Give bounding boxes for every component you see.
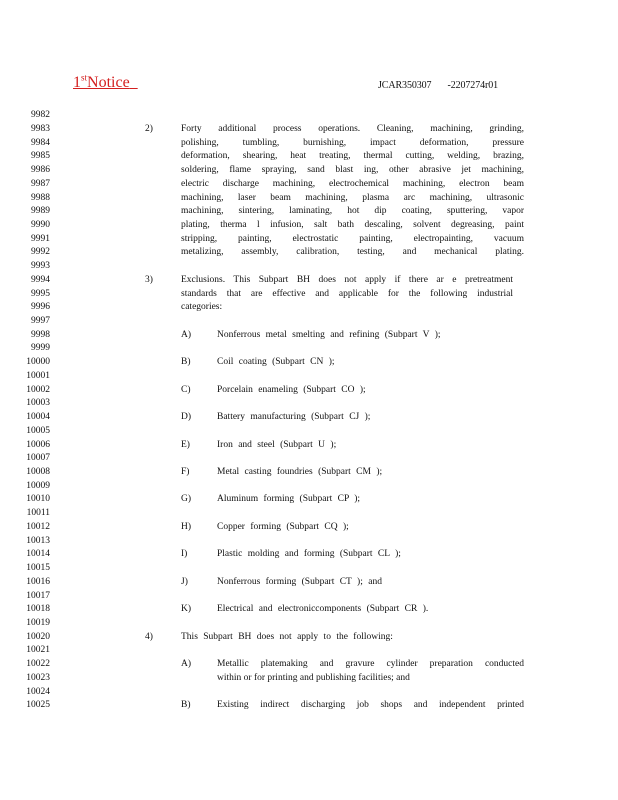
- exclusion-item: Copper forming (Subpart CQ );: [217, 522, 349, 532]
- exclusion-item: Iron and steel (Subpart U );: [217, 440, 337, 450]
- notice-heading: 1stNotice: [73, 72, 130, 91]
- line-number: 10009: [26, 481, 50, 491]
- section-3-number: 3): [145, 275, 153, 285]
- line-number: 10024: [26, 687, 50, 697]
- section-4-intro: This Subpart BH does not apply to the following:: [181, 632, 393, 642]
- line-number: 10025: [26, 700, 50, 710]
- exclusion-letter: B): [181, 357, 191, 367]
- line-number: 10011: [26, 508, 50, 518]
- line-number: 9992: [31, 247, 50, 257]
- line-number: 9998: [31, 330, 50, 340]
- line-number: 10013: [26, 536, 50, 546]
- exclusion-letter: A): [181, 330, 192, 340]
- section-2-line: plating, therma l infusion, salt bath descaling, solvent degreasing, paint: [181, 220, 524, 230]
- line-number: 9993: [31, 261, 50, 271]
- document-code-suffix: -2207274r01: [447, 80, 499, 91]
- section-2-line: stripping, painting, electrostatic painting, electropainting, vacuum: [181, 234, 524, 244]
- line-number: 10000: [26, 357, 50, 367]
- line-number: 10022: [26, 659, 50, 669]
- exclusion-letter: F): [181, 467, 190, 477]
- exclusion-item: Battery manufacturing (Subpart CJ );: [217, 412, 371, 422]
- section-2-line: electric discharge machining, electrochemical machining, electron beam: [181, 179, 524, 189]
- line-number: 10016: [26, 577, 50, 587]
- line-number: 10007: [26, 453, 50, 463]
- line-number: 10001: [26, 371, 50, 381]
- section-4-letter: B): [181, 700, 191, 710]
- line-number: 10018: [26, 604, 50, 614]
- line-number: 9999: [31, 343, 50, 353]
- exclusion-item: Plastic molding and forming (Subpart CL );: [217, 549, 401, 559]
- exclusion-letter: J): [181, 577, 188, 587]
- line-number: 10021: [26, 645, 50, 655]
- line-number: 9982: [31, 110, 50, 120]
- line-number: 10010: [26, 494, 50, 504]
- line-number: 10020: [26, 632, 50, 642]
- line-number: 10002: [26, 385, 50, 395]
- line-number: 10017: [26, 591, 50, 601]
- exclusion-letter: G): [181, 494, 192, 504]
- exclusion-letter: C): [181, 385, 191, 395]
- exclusion-letter: K): [181, 604, 192, 614]
- exclusion-letter: H): [181, 522, 192, 532]
- section-3-line: categories:: [181, 302, 223, 312]
- line-number: 9989: [31, 206, 50, 216]
- section-3-line: standards that are effective and applicable for the following industrial: [181, 289, 513, 299]
- section-4-line: Metallic platemaking and gravure cylinder preparation conducted: [217, 659, 524, 669]
- line-number: 10008: [26, 467, 50, 477]
- line-number: 10015: [26, 563, 50, 573]
- line-number: 10019: [26, 618, 50, 628]
- line-number: 9990: [31, 220, 50, 230]
- line-number: 10003: [26, 398, 50, 408]
- section-2-line: machining, laser beam machining, plasma arc machining, ultrasonic: [181, 193, 524, 203]
- line-number: 9996: [31, 302, 50, 312]
- section-2-line: machining, sintering, laminating, hot dip coating, sputtering, vapor: [181, 206, 524, 216]
- exclusion-item: Electrical and electroniccomponents (Subpart CR ).: [217, 604, 429, 614]
- document-code: [378, 80, 498, 91]
- line-number: 10006: [26, 440, 50, 450]
- line-number: 9988: [31, 193, 50, 203]
- line-number: 10004: [26, 412, 50, 422]
- line-number: 10012: [26, 522, 50, 532]
- exclusion-item: Metal casting foundries (Subpart CM );: [217, 467, 383, 477]
- section-4-letter: A): [181, 659, 192, 669]
- exclusion-item: Aluminum forming (Subpart CP );: [217, 494, 361, 504]
- section-4-number: 4): [145, 632, 153, 642]
- exclusion-letter: E): [181, 440, 190, 450]
- line-number: 10014: [26, 549, 50, 559]
- exclusion-item: Nonferrous forming (Subpart CT ); and: [217, 577, 382, 587]
- line-number: 10023: [26, 673, 50, 683]
- exclusion-item: Nonferrous metal smelting and refining (Subpart V );: [217, 330, 441, 340]
- section-2-number: 2): [145, 124, 153, 134]
- section-2-line: metalizing, assembly, calibration, testing, and mechanical plating.: [181, 247, 524, 257]
- section-4-line: within or for printing and publishing facilities; and: [217, 673, 410, 683]
- section-2-line: Forty additional process operations. Cleaning, machining, grinding,: [181, 124, 524, 134]
- line-number: 9983: [31, 124, 50, 134]
- exclusion-item: Coil coating (Subpart CN );: [217, 357, 335, 367]
- line-number: 9985: [31, 151, 50, 161]
- section-4-line: Existing indirect discharging job shops and independent printed: [217, 700, 524, 710]
- exclusion-letter: D): [181, 412, 192, 422]
- exclusion-item: Porcelain enameling (Subpart CO );: [217, 385, 366, 395]
- line-number: 9994: [31, 275, 50, 285]
- section-3-line: Exclusions. This Subpart BH does not apply if there ar e pretreatment: [181, 275, 513, 285]
- line-number: 9991: [31, 234, 50, 244]
- section-2-line: polishing, tumbling, burnishing, impact deformation, pressure: [181, 138, 524, 148]
- section-2-line: deformation, shearing, heat treating, thermal cutting, welding, brazing,: [181, 151, 524, 161]
- line-number: 9995: [31, 289, 50, 299]
- line-number: 10005: [26, 426, 50, 436]
- document-code-main: JCAR350307: [378, 80, 432, 91]
- line-number: 9984: [31, 138, 50, 148]
- section-2-line: soldering, flame spraying, sand blast ing, other abrasive jet machining,: [181, 165, 524, 175]
- line-number: 9986: [31, 165, 50, 175]
- line-number: 9997: [31, 316, 50, 326]
- line-number: 9987: [31, 179, 50, 189]
- exclusion-letter: I): [181, 549, 188, 559]
